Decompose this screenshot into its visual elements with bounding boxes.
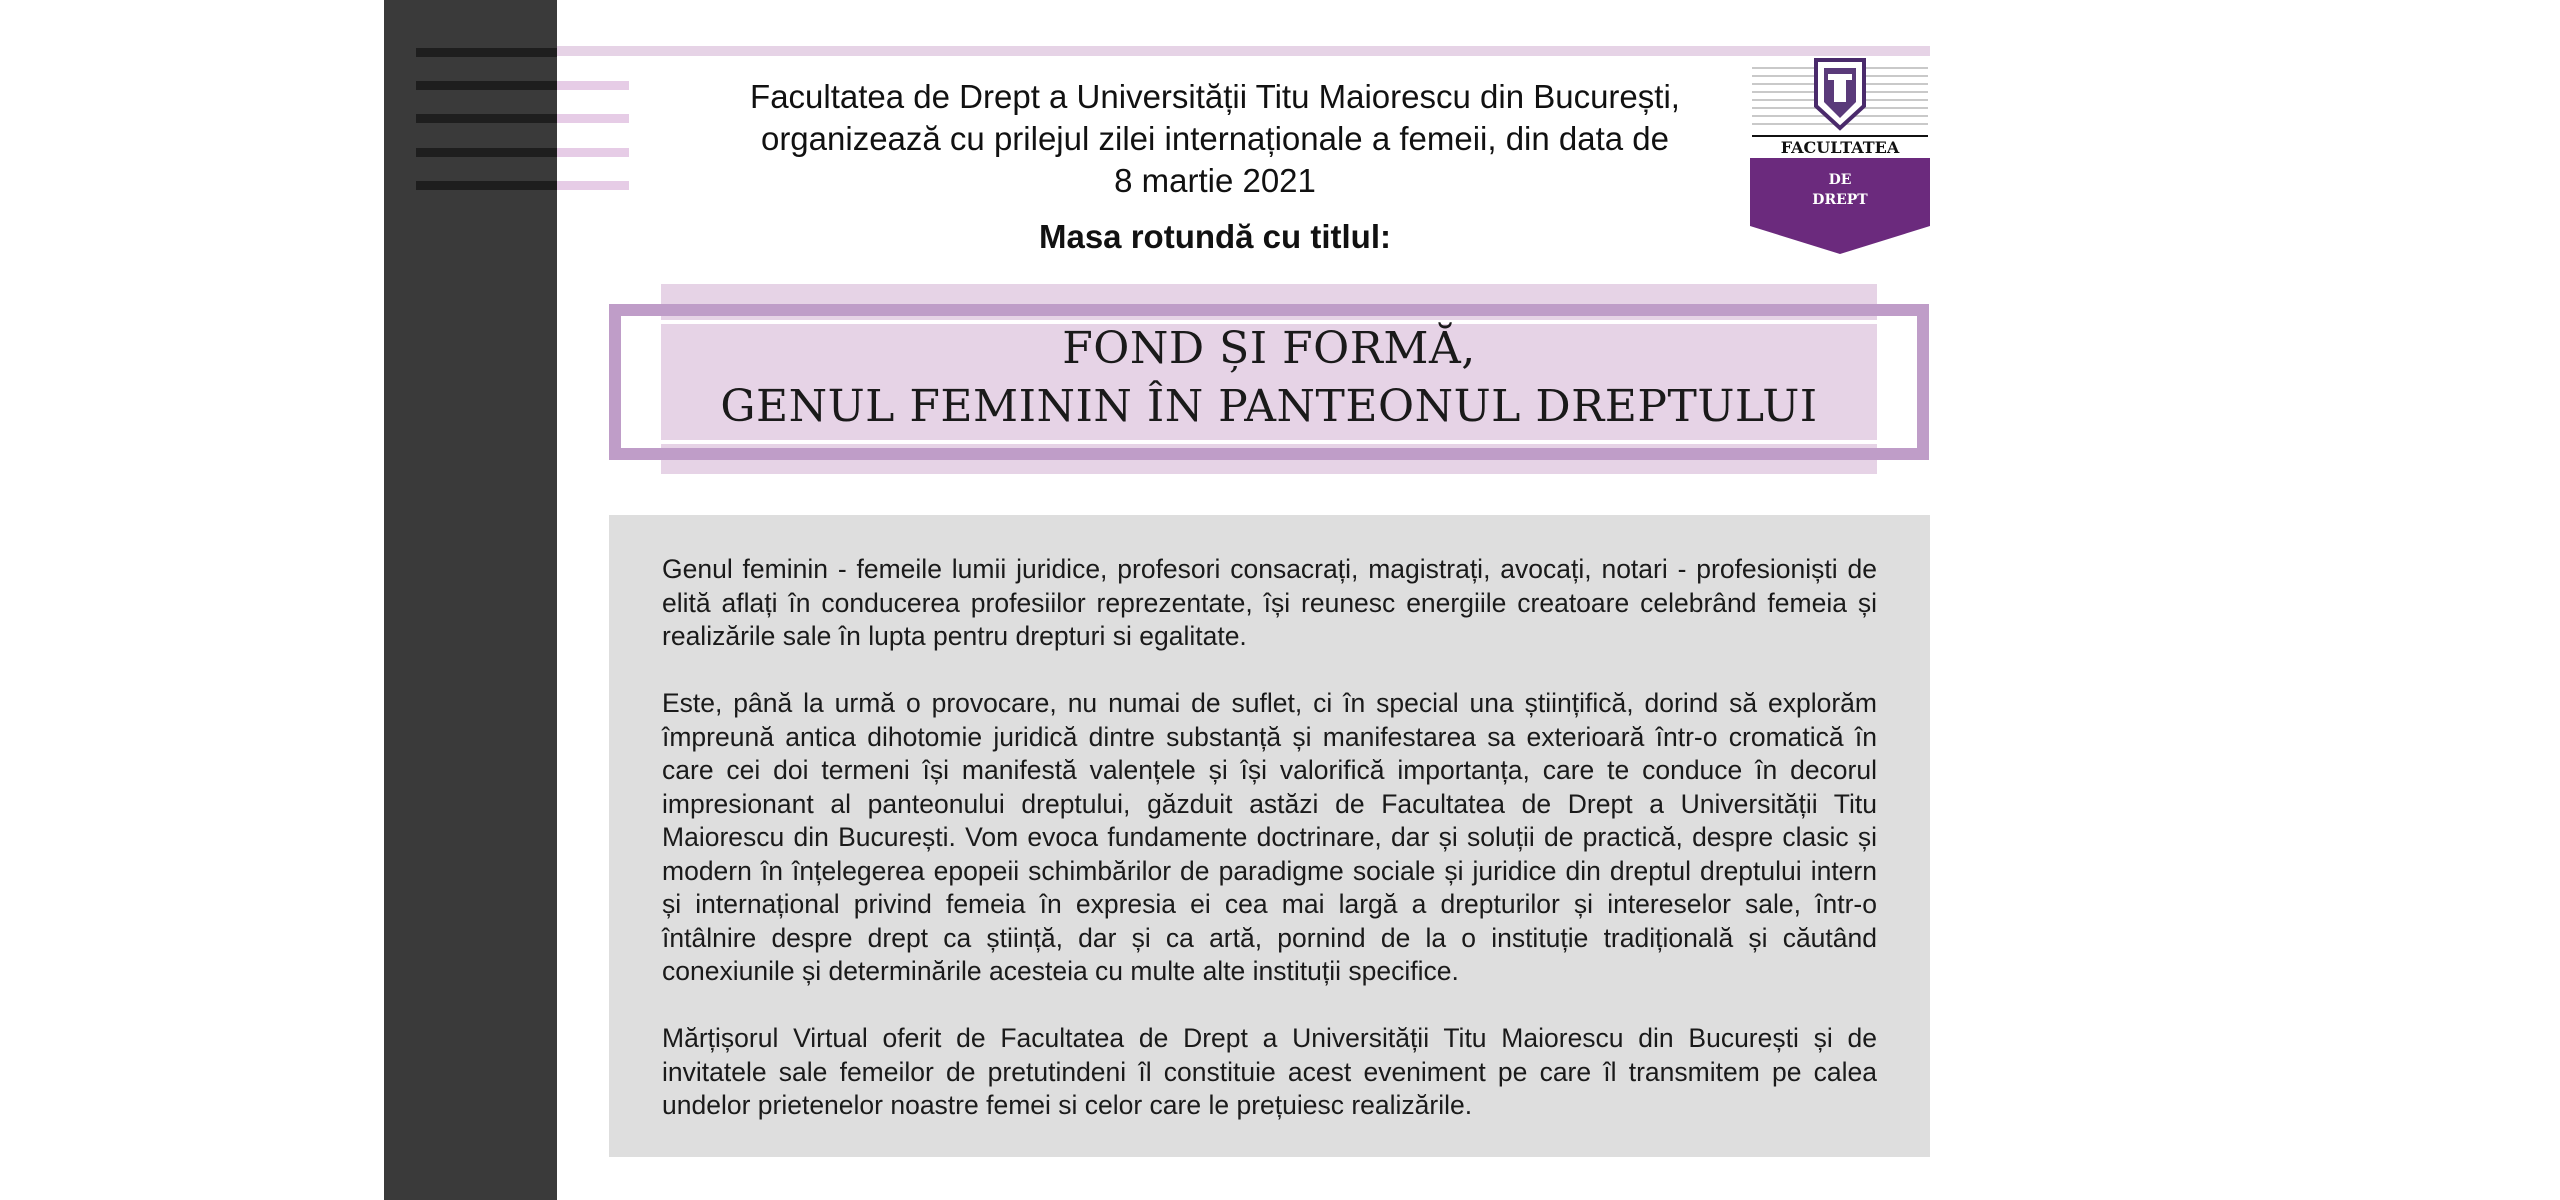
decorative-stripe [416,48,557,57]
event-announcement [700,76,1730,202]
title-line-2: GENUL FEMININ ÎN PANTEONUL DREPTULUI [720,381,1818,432]
title-line-1: FOND ȘI FORMĂ, [1062,323,1476,374]
decorative-stripe [557,181,629,190]
description-paragraph: Este, până la urmă o provocare, nu numai de suflet, ci în special una științifică, dorind să explorăm împreună antica dihotomie juridică dintre substanță și manifestarea sa exterioară într-o cromatică în care cei doi termeni își manifestă valențele și își valorifică importanța, care te conduce în decorul impresionant al panteonului dreptului, găzduit astăzi de Facultatea de Drept a Universității Titu Maiorescu din București. Vom evoca fundamente doctrinare, dar și soluții de practică, despre clasic și modern în înțelegerea epopeii schimbărilor de paradigme sociale și juridice din dreptul dreptului intern și internațional privind femeia în expresia ei cea mai largă a drepturilor și intereselor sale, într-o întâlnire despre drept ca știință, dar și ca artă, pornind de la o instituție tradițională și căutând conexiunile și determinările acesteia cu multe alte instituții specifice. [662,688,1877,986]
round-table-subtitle: Masa rotundă cu titlul: [1038,218,1391,255]
announcement-line: organizează cu prilejul zilei internaționale a femeii, din data de [760,120,1670,157]
description-paragraph: Genul feminin - femeile lumii juridice, profesori consacrați, magistrați, avocați, notari - profesioniști de elită aflați în conducerea profesiilor reprezentate, își reunesc energiile creatoare celebrând femeia și realizările sale în lupta pentru drepturi si egalitate. [662,554,1877,651]
description-paragraph: Mărțișorul Virtual oferit de Facultatea de Drept a Universității Titu Maiorescu din București și de invitatele sale femeilor de pretutindeni îl constituie acest eveniment pe care îl transmitem pe calea undelor prietenelor noastre femei si celor care le prețuiesc realizările. [662,1023,1877,1120]
logo-word-faculty: FACULTATEA [1780,138,1900,157]
decorative-stripe [416,148,557,157]
top-rule [557,46,1930,56]
round-table-title [661,320,1877,436]
decorative-stripe [557,148,629,157]
description-text [662,553,1877,1156]
logo-word-de: DE [1828,172,1852,188]
decorative-stripe [416,81,557,90]
announcement-line: Facultatea de Drept a Universității Titu Maiorescu din București, [750,78,1680,115]
left-decorative-strip [384,0,557,1200]
announcement-line: 8 martie 2021 [1114,162,1316,199]
faculty-logo [1750,56,1930,254]
decorative-stripe [557,81,629,90]
logo-word-drept: DREPT [1812,192,1868,208]
decorative-stripe [557,114,629,123]
decorative-stripe [416,114,557,123]
decorative-stripe [416,181,557,190]
